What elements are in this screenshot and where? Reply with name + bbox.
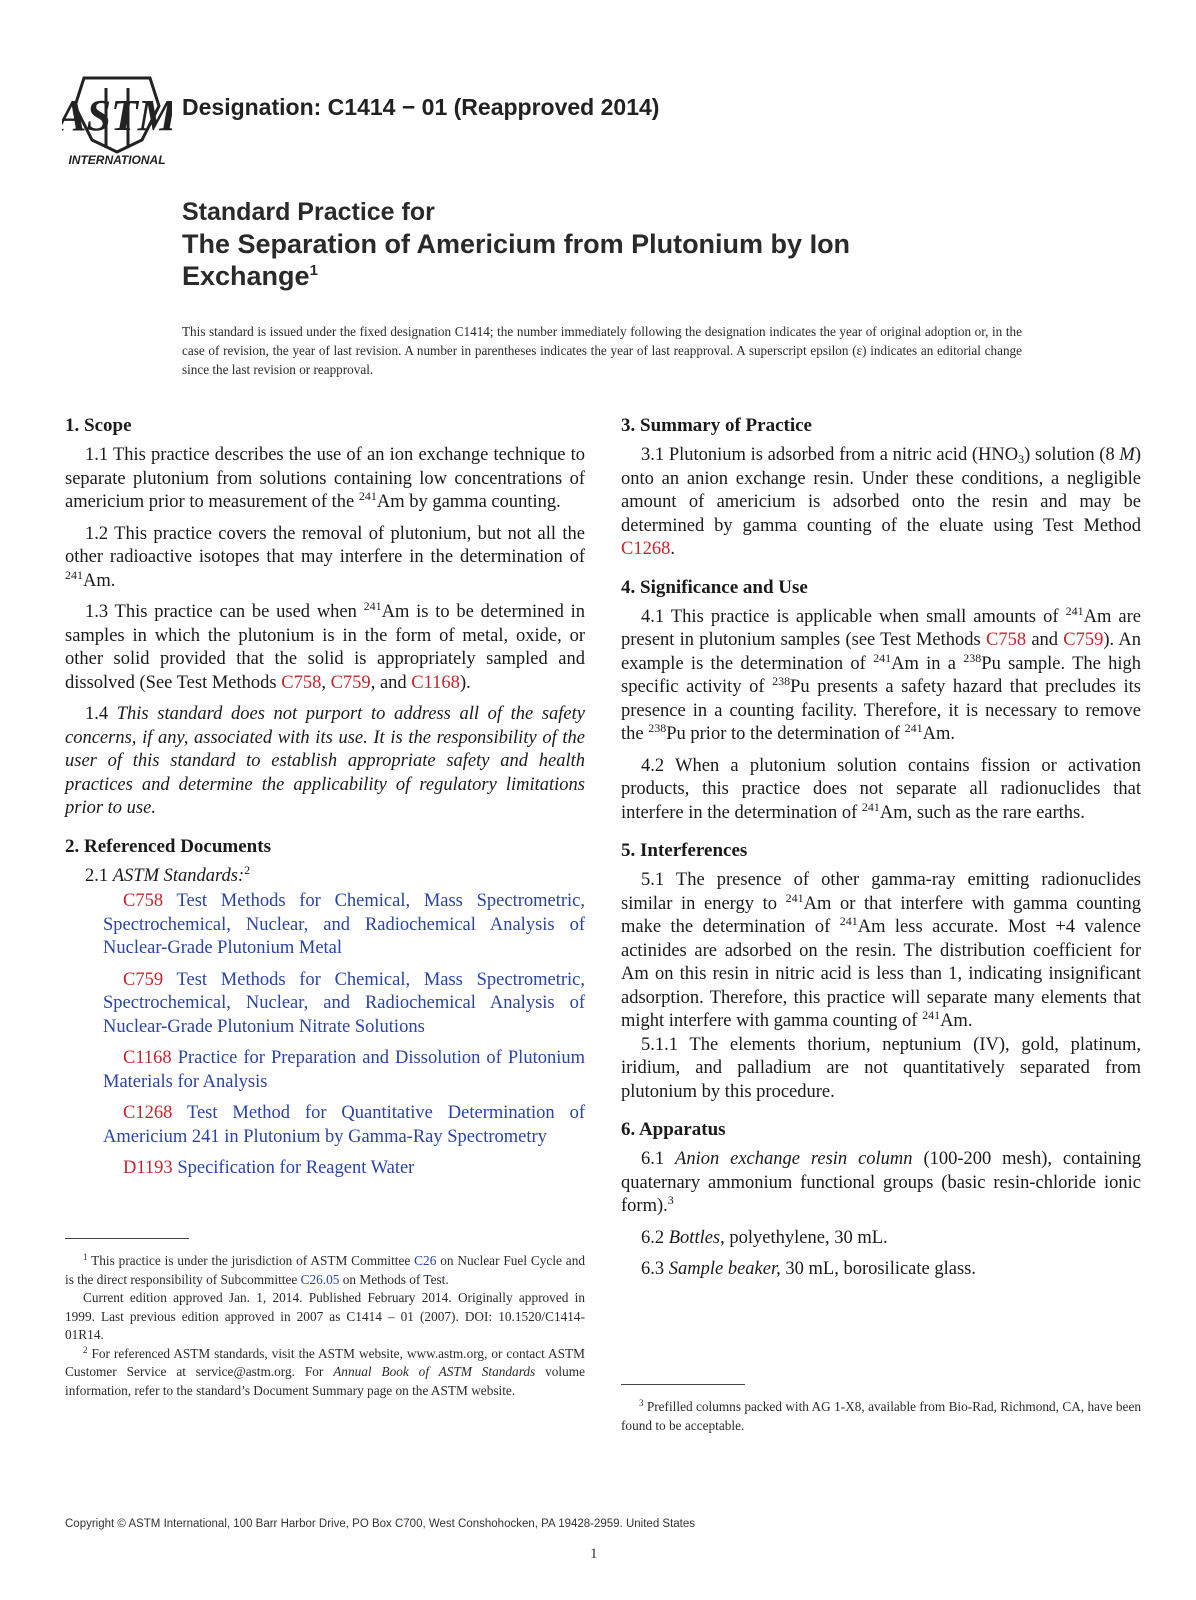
paragraph-6-2: 6.2 Bottles, polyethylene, 30 mL. bbox=[641, 1227, 888, 1248]
left-column bbox=[65, 414, 585, 1195]
paragraph-5-1: 5.1 The presence of other gamma-ray emitting radionuclides similar in energy to $^{241}$Am or that interfere with gamma counting make the determination of $^{241}$Am less accurate. Most +4 valence actinides are adsorbed on the resin. The distribution coefficient for Am on this resin in nitric acid is less than 1, indicating insignificant adsorption. Therefore, this practice will separate many elements that might interfere with gamma counting of $^{241}$Am. bbox=[621, 870, 1141, 1031]
title-footnote-mark: 1 bbox=[309, 262, 318, 279]
footnote-3: $^3$ Prefilled columns packed with AG 1-X8, available from Bio-Rad, Richmond, CA, have been found to be acceptable. bbox=[621, 1398, 1141, 1433]
section-heading: 6. Apparatus bbox=[621, 1119, 726, 1140]
paragraph-2-1: 2.1 ASTM Standards:$^2$ bbox=[85, 862, 251, 886]
link-c26-05[interactable]: C26.05 bbox=[300, 1271, 340, 1287]
ref-item[interactable]: D1193 Specification for Reagent Water bbox=[123, 1158, 415, 1178]
paragraph-6-3: 6.3 Sample beaker, 30 mL, borosilicate glass. bbox=[641, 1259, 976, 1279]
paragraph-4-2: 4.2 When a plutonium solution contains fission or activation products, this practice does not separate all radionuclides that interfere in the determination of $^{241}$Am, such as the rare earths. bbox=[621, 755, 1141, 823]
referenced-list bbox=[65, 890, 585, 1181]
footnote-divider bbox=[65, 1238, 189, 1239]
paragraph-1-3: 1.3 This practice can be used when $^{241}$Am is to be determined in samples in which the plutonium is in the form of metal, oxide, or other solid provided that the solid is appropriately sampled and dissolved (See Test Methods C758, C759, and C1168). bbox=[65, 599, 585, 693]
footnote-1: $^1$ This practice is under the jurisdiction of ASTM Committee C26 on Nuclear Fuel Cycle and is the direct responsibility of Subcommittee C26.05 on Methods of Test. bbox=[65, 1252, 586, 1287]
link-c759[interactable]: C759 bbox=[330, 672, 371, 693]
section-heading: 5. Interferences bbox=[621, 840, 748, 861]
svg-text:ASTM: ASTM bbox=[62, 91, 172, 140]
link-c26[interactable]: C26 bbox=[414, 1253, 437, 1268]
astm-logo-icon bbox=[62, 70, 172, 168]
section-apparatus bbox=[621, 1118, 1141, 1282]
ref-item[interactable]: C758 Test Methods for Chemical, Mass Spectrometric, Spectrochemical, Nuclear, and Radiochemical Analysis of Nuclear-Grade Plutonium Metal bbox=[103, 891, 585, 958]
paragraph-4-1: 4.1 This practice is applicable when small amounts of $^{241}$Am are present in plutonium samples (see Test Methods C758 and C759). An example is the determination of $^{241}$Am in a $^{238}$Pu sample. The high specific activity of $^{238}$Pu presents a safety hazard that precludes its presence in a counting facility. Therefore, it is necessary to remove the $^{238}$Pu prior to the determination of $^{241}$Am. bbox=[621, 603, 1142, 744]
paragraph-1-1: 1.1 This practice describes the use of an ion exchange technique to separate plutonium from solutions containing low concentrations of americium prior to measurement of the $^{241}$Am by gamma counting. bbox=[65, 445, 585, 512]
section-summary bbox=[621, 414, 1141, 562]
ref-item[interactable]: C759 Test Methods for Chemical, Mass Spectrometric, Spectrochemical, Nuclear, and Radiochemical Analysis of Nuclear-Grade Plutonium Nitrate Solutions bbox=[103, 969, 585, 1037]
link-c759[interactable]: C759 bbox=[1063, 630, 1104, 650]
section-heading: 4. Significance and Use bbox=[621, 576, 808, 598]
section-heading: 1. Scope bbox=[65, 415, 132, 436]
paragraph-1-4: 1.4 This standard does not purport to address all of the safety concerns, if any, associated with its use. It is the responsibility of the user of this standard to establish appropriate safety and health practices and determine the applicability of regulatory limitations prior to use. bbox=[65, 704, 585, 818]
link-c1168[interactable]: C1168 bbox=[411, 672, 460, 693]
right-column bbox=[621, 414, 1141, 1296]
logo-text: INTERNATIONAL bbox=[68, 153, 166, 167]
section-significance bbox=[621, 576, 1141, 826]
title-line-3: Exchange$^1$ bbox=[182, 261, 318, 291]
link-c758[interactable]: C758 bbox=[985, 630, 1027, 650]
section-interferences bbox=[621, 839, 1141, 1104]
copyright-notice: Copyright © ASTM International, 100 Barr Harbor Drive, PO Box C700, West Conshohocken, PA 19428-2959. United States bbox=[65, 1518, 696, 1530]
page-number: 1 bbox=[590, 1546, 598, 1562]
ref-item[interactable]: C1268 Test Method for Quantitative Determination of Americium 241 in Plutonium by Gamma-Ray Spectrometry bbox=[103, 1103, 585, 1147]
title-line-1: Standard Practice for bbox=[182, 198, 435, 226]
ref-item[interactable]: C1168 Practice for Preparation and Dissolution of Plutonium Materials for Analysis bbox=[103, 1048, 585, 1092]
issuance-statement: This standard is issued under the fixed designation C1414; the number immediately following the designation indicates the year of original adoption or, in the case of revision, the year of last revision. A number in parentheses indicates the year of last reapproval. A superscript epsilon (ε) indicates an editorial change since the last revision or reapproval. bbox=[182, 324, 1022, 377]
footnote-divider bbox=[621, 1384, 745, 1385]
paragraph-6-1: 6.1 Anion exchange resin column (100-200 mesh), containing quaternary ammonium functional groups (basic resin-chloride ionic form).$^3$ bbox=[621, 1149, 1142, 1216]
section-referenced-documents bbox=[65, 835, 585, 1181]
title-line-2: The Separation of Americium from Plutonium by Ion bbox=[182, 229, 851, 259]
section-scope bbox=[65, 414, 585, 821]
paragraph-3-1: 3.1 Plutonium is adsorbed from a nitric acid $(HNO_3)$ solution (8 M) onto an anion exchange resin. Under these conditions, a negligible amount of americium is adsorbed onto the resin and may be determined by gamma counting of the eluate using Test Method C1268. bbox=[621, 445, 1141, 559]
footnote-1-edition: Current edition approved Jan. 1, 2014. Published February 2014. Originally approved in 1999. Last previous edition approved in 2007 as C1414 – 01 (2007). DOI: 10.1520/C1414-01R14. bbox=[65, 1290, 585, 1342]
footnotes-right bbox=[621, 1398, 1141, 1435]
link-c1268[interactable]: C1268 bbox=[621, 539, 671, 559]
paragraph-1-2: 1.2 This practice covers the removal of plutonium, but not all the other radioactive isotopes that may interfere in the determination of $^{241}$Am. bbox=[65, 523, 585, 591]
paragraph-5-1-1: 5.1.1 The elements thorium, neptunium (IV), gold, platinum, iridium, and palladium are not quantitatively separated from plutonium by this procedure. bbox=[621, 1034, 1141, 1102]
designation: Designation: C1414 − 01 (Reapproved 2014) bbox=[182, 94, 660, 120]
section-heading: 3. Summary of Practice bbox=[621, 415, 812, 436]
astm-logo bbox=[62, 70, 172, 168]
section-heading: 2. Referenced Documents bbox=[65, 835, 271, 857]
document-title bbox=[182, 196, 1082, 292]
link-c758[interactable]: C758 bbox=[281, 672, 322, 693]
footnote-2: $^2$ For referenced ASTM standards, visit the ASTM website, www.astm.org, or contact ASTM Customer Service at service@astm.org. For Annual Book of ASTM Standards volume information, refer to the standard’s Document Summary page on the ASTM website. bbox=[65, 1344, 585, 1398]
footnotes-left bbox=[65, 1252, 585, 1400]
